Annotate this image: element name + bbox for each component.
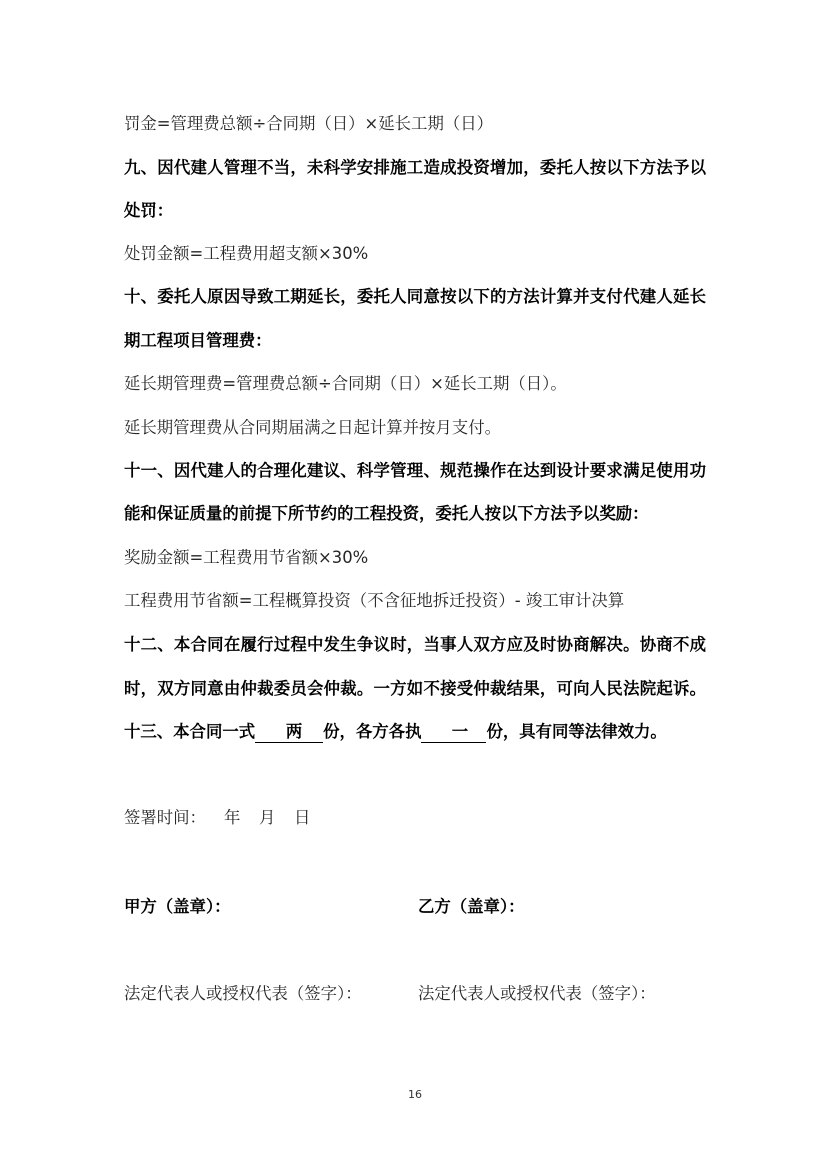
clause-13-prefix: 十三、本合同一式: [124, 722, 256, 741]
extension-fee-formula: 延长期管理费=管理费总额÷合同期（日）×延长工期（日）。: [124, 374, 567, 393]
reward-formula: 奖励金额=工程费用节省额×30%: [124, 548, 369, 567]
clause-12-line-2: 时，双方同意由仲裁委员会仲裁。一方如不接受仲裁结果，可向人民法院起诉。: [124, 679, 706, 698]
clause-10-line-2: 期工程项目管理费：: [124, 331, 272, 350]
extension-fee-payment-note: 延长期管理费从合同期届满之日起计算并按月支付。: [124, 418, 501, 437]
signing-year: 年: [224, 808, 241, 827]
clause-11-line-2: 能和保证质量的前提下所节约的工程投资，委托人按以下方法予以奖励：: [124, 504, 649, 523]
copies-total-blank: 两: [255, 722, 323, 743]
party-a-representative: 法定代表人或授权代表（签字）：: [124, 984, 362, 1003]
clause-9-line-1: 九、因代建人管理不当，未科学安排施工造成投资增加，委托人按以下方法予以: [124, 158, 706, 177]
signing-date-label: 签署时间：: [124, 808, 206, 827]
clause-13: [124, 721, 706, 743]
signing-month: 月: [259, 808, 276, 827]
party-a-seal: 甲方（盖章）：: [124, 897, 231, 916]
clause-12-line-1: 十二、本合同在履行过程中发生争议时，当事人双方应及时协商解决。协商不成: [124, 635, 706, 654]
penalty-formula: 罚金=管理费总额÷合同期（日）×延长工期（日）: [124, 114, 494, 133]
clause-13-suffix: 份，具有同等法律效力。: [486, 722, 667, 741]
party-b-seal: 乙方（盖章）：: [418, 897, 525, 916]
clause-10-line-1: 十、委托人原因导致工期延长，委托人同意按以下的方法计算并支付代建人延长: [124, 287, 706, 306]
copies-each-blank: 一: [421, 722, 486, 743]
clause-11-line-1: 十一、因代建人的合理化建议、科学管理、规范操作在达到设计要求满足使用功: [124, 461, 706, 480]
party-b-representative: 法定代表人或授权代表（签字）：: [418, 984, 656, 1003]
signing-day: 日: [294, 808, 311, 827]
page-number: 16: [408, 1088, 422, 1101]
clause-9-line-2: 处罚：: [124, 201, 174, 220]
punishment-formula: 处罚金额=工程费用超支额×30%: [124, 244, 369, 263]
clause-13-middle: 份，各方各执: [323, 722, 422, 741]
savings-formula: 工程费用节省额=工程概算投资（不含征地拆迁投资）- 竣工审计决算: [124, 591, 625, 610]
